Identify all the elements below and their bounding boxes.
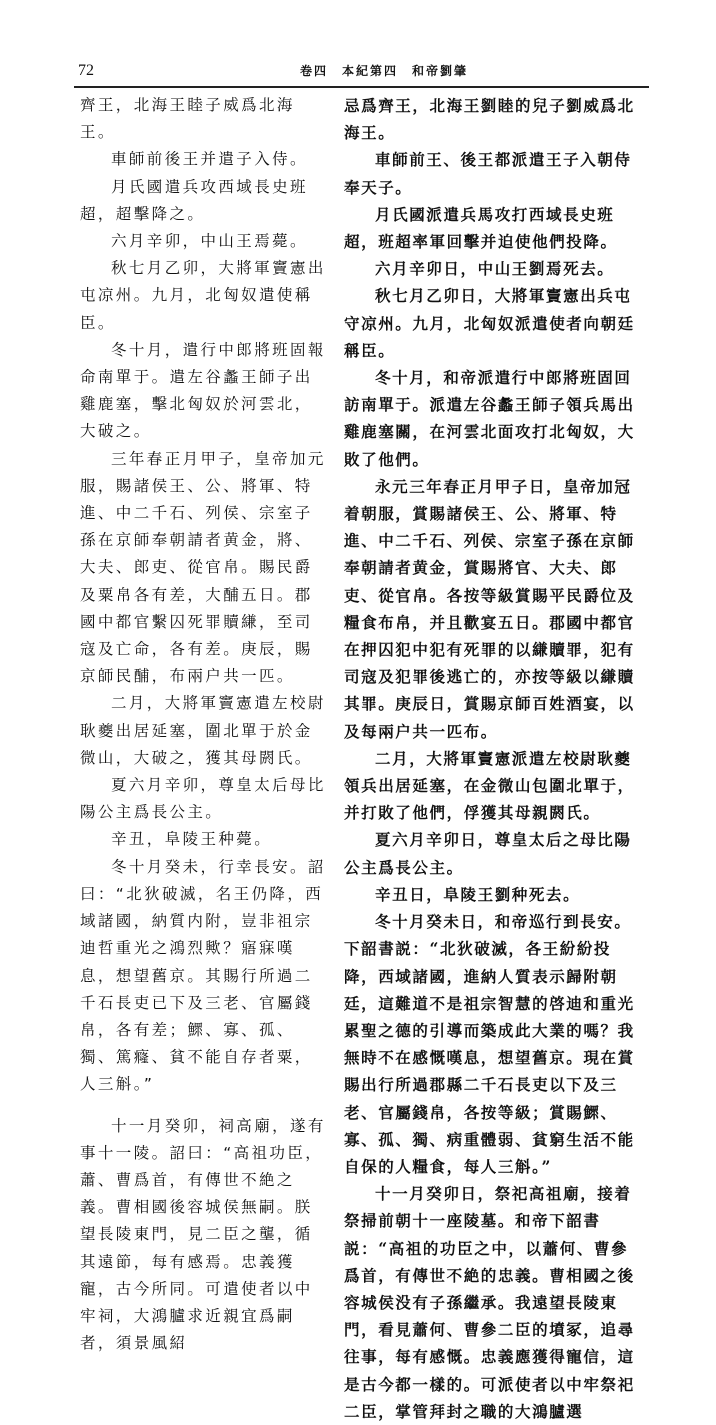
translation-paragraph: 十一月癸卯日，祭祀高祖廟，接着祭掃前朝十一座陵墓。和帝下韶書説：“高祖的功臣之中，以蕭何、曹參爲首，有傳世不絶的忠義。曹相國之後容城侯没有子孫繼承。我遠望長陵東門，看見蕭何、曹參二臣的墳冢，追尋往事，每有感慨。忠義應獲得寵信，這是古今都一樣的。可派使者以中牢祭祀二臣，掌管拜封之職的大鴻臚選	[344, 1184, 635, 1421]
original-text-column	[80, 92, 328, 1357]
original-text-paragraph: 齊王，北海王睦子威爲北海王。	[80, 96, 295, 142]
translation-paragraph: 忌爲齊王，北海王劉睦的兒子劉威爲北海王。	[344, 96, 635, 143]
original-text-paragraph: 二月，大將軍竇憲遣左校尉耿夔出居延塞，圍北單于於金微山，大破之，獲其母閼氏。	[80, 694, 326, 767]
original-text-paragraph: 冬十月癸未，行幸長安。詔曰：“北狄破滅，名王仍降，西域諸國，納質内附，豈非祖宗迪哲重光之鴻烈歟？寤寐嘆息，想望舊京。其賜行所過二千石長吏已下及三老、官屬錢帛，各有差；鰥、寡、孤、獨、篤癃、貧不能自存者粟，人三斛。”	[80, 857, 326, 1094]
translation-paragraph: 辛丑日，阜陵王劉种死去。	[375, 884, 581, 904]
translation-paragraph: 夏六月辛卯日，尊皇太后之母比陽公主爲長公主。	[344, 830, 632, 877]
translation-column	[344, 92, 640, 1425]
translation-paragraph: 車師前王、後王都派遣王子入朝侍奉天子。	[344, 150, 632, 197]
original-text-paragraph: 夏六月辛卯，尊皇太后母比陽公主爲長公主。	[80, 776, 326, 822]
original-text-paragraph: 辛丑，阜陵王种薨。	[111, 830, 273, 849]
original-text-paragraph: 十一月癸卯，祠高廟，遂有事十一陵。詔曰：“高祖功臣，蕭、曹爲首，有傳世不絶之義。曹相國後容城侯無嗣。朕望長陵東門，見二臣之壟，循其遠節，每有感焉。忠義獲寵，古今所同。可遣使者以中牢祠，大鴻臚求近親宜爲嗣者，須景風紹	[80, 1116, 326, 1353]
translation-paragraph: 月氏國派遣兵馬攻打西域長史班超，班超率軍回擊并迫使他們投降。	[344, 204, 618, 252]
translation-paragraph: 六月辛卯日，中山王劉焉死去。	[375, 259, 615, 279]
translation-paragraph: 永元三年春正月甲子日，皇帝加冠着朝服，賞賜諸侯王、公、將軍、特進、中二千石、列侯、宗室子孫在京師奉朝請者黄金，賞賜將官、大夫、郎吏、從官帛。各按等級賞賜平民爵位及糧食布帛，并且歡宴五日。郡國中都官在押囚犯中犯有死罪的以縑贖罪，犯有司寇及犯罪後逃亡的，亦按等級以縑贖其罪。庚辰日，賞賜京師百姓酒宴，以及每兩户共一匹布。	[344, 476, 635, 741]
original-text-paragraph: 六月辛卯，中山王焉薨。	[111, 232, 308, 251]
running-title: 卷四 本紀第四 和帝劉肇	[300, 64, 469, 78]
translation-paragraph: 秋七月乙卯日，大將軍竇憲出兵屯守凉州。九月，北匈奴派遣使者向朝廷稱臣。	[344, 286, 635, 360]
translation-paragraph: 冬十月癸未日，和帝巡行到長安。下韶書説：“北狄破滅，各王紛紛投降，西域諸國，進納人質表示歸附朝廷，這難道不是祖宗智慧的啓迪和重光累聖之德的引導而築成此大業的嗎？我無時不在感慨嘆息，想望舊京。現在賞賜出行所過郡縣二千石長吏以下及三老、官屬錢帛，各按等級；賞賜鰥、寡、孤、獨、病重體弱、貧窮生活不能自保的人糧食，每人三斛。”	[344, 912, 635, 1176]
header-rule	[74, 86, 649, 88]
original-text-spacer	[80, 1099, 328, 1113]
translation-paragraph: 冬十月，和帝派遣行中郎將班固回訪南單于。派遣左谷蠡王師子領兵馬出雞鹿塞關，在河雲北面攻打北匈奴，大敗了他們。	[344, 368, 635, 469]
translation-paragraph: 二月，大將軍竇憲派遣左校尉耿夔領兵出居延塞，在金微山包圍北單于，并打敗了他們，俘獲其母親閼氏。	[344, 748, 635, 823]
original-text-paragraph: 車師前後王并遣子入侍。	[111, 150, 308, 169]
original-text-paragraph: 秋七月乙卯，大將軍竇憲出屯凉州。九月，北匈奴遣使稱臣。	[80, 259, 326, 332]
original-text-paragraph: 冬十月，遣行中郎將班固報命南單于。遣左谷蠡王師子出雞鹿塞，擊北匈奴於河雲北，大破之。	[80, 340, 326, 441]
page-header	[0, 0, 716, 90]
original-text-paragraph: 三年春正月甲子，皇帝加元服，賜諸侯王、公、將軍、特進、中二千石、列侯、宗室子孫在京師奉朝請者黄金，將、大夫、郎吏、從官帛。賜民爵及粟帛各有差，大酺五日。郡國中都官繫囚死罪贖縑，至司寇及亡命，各有差。庚辰，賜京師民酺，布兩户共一匹。	[80, 449, 326, 686]
original-text-paragraph: 月氏國遣兵攻西域長史班超，超擊降之。	[80, 177, 308, 223]
page-number: 72	[78, 62, 94, 79]
